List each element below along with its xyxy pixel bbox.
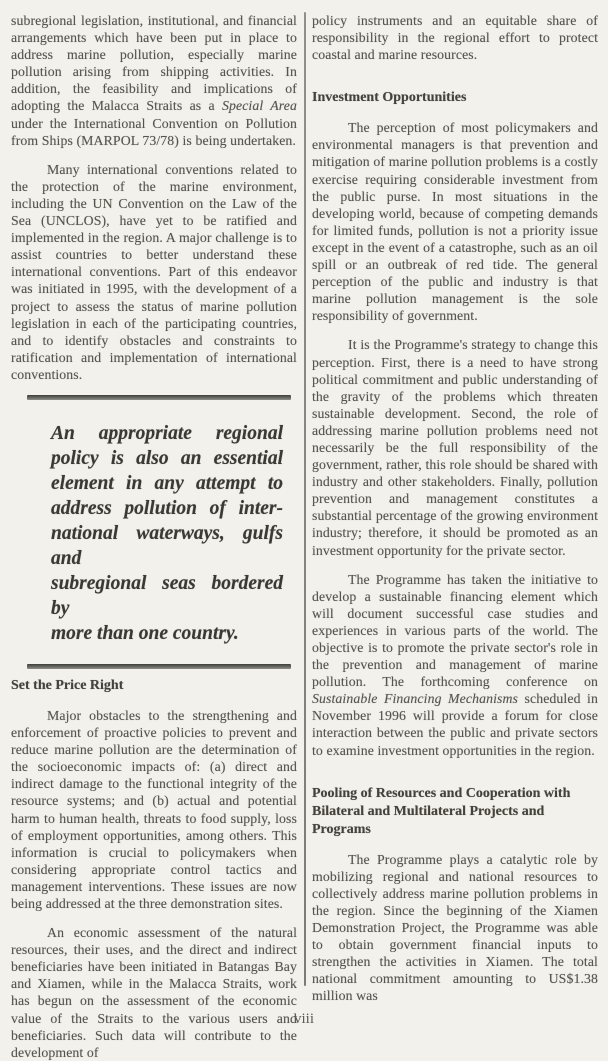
- pull-quote-line: policy is also an essential: [51, 447, 283, 469]
- pull-quote-line: An appropriate regional: [51, 422, 283, 444]
- column-divider-rule: [304, 12, 306, 986]
- pull-quote-line: element in any attempt to: [51, 472, 283, 494]
- section-heading-investment-opportunities: Investment Opportunities: [312, 90, 467, 106]
- pull-quote: [27, 395, 291, 669]
- paragraph-text: The Programme has taken the initiative to develop a sustainable financing element which will document successful case studies and experiences in various parts of the world. The objective is to promote the private sector's role in the prevention and management of marine pollution. The forthcoming conference on: [312, 571, 598, 690]
- paragraph-text: subregional legislation, institutional, and financial arrangements which have been put in place to address marine pollution, especially marine pollution arising from shipping activities. In addition, the feasibility and implications of adopting the Malacca Straits as a: [11, 13, 297, 114]
- section-heading-pooling-of-resources: Pooling of Resources and Cooperation with Bilateral and Multilateral Projects and Programs: [312, 785, 571, 837]
- paragraph-text: scheduled in November 1996 will provide a forum for close interaction between the public and private sectors to examine investment opportunities in the region.: [312, 691, 598, 758]
- pull-quote-line: more than one country.: [51, 622, 239, 644]
- pull-quote-line: national waterways, gulfs and: [51, 522, 283, 569]
- pull-quote-text: [27, 400, 291, 664]
- paragraph-strategy: It is the Programme's strategy to change this perception. First, there is a need to have strong political commitment and public understanding of the gravity of the problems which threaten sustainable development. Second, the role of addressing marine pollution problems need not necessarily be the full responsibility of the government, rather, this role should be shared with industry and other stakeholders. Finally, pollution prevention and management constitutes a substantial percentage of the growing environment industry; therefore, it should be promoted as an investment opportunity for the private sector.: [312, 337, 598, 558]
- paragraph-catalytic-role: The Programme plays a catalytic role by mobilizing regional and national resources to collectively address marine pollution problems in the region. Since the beginning of the Xiamen Demonstration Project, the Programme was able to obtain government financial inputs to strengthen the activities in Xiamen. The total national commitment amounting to US$1.38 million was: [312, 851, 598, 1004]
- pull-quote-bottom-rule: [27, 664, 291, 669]
- paragraph-policy-instruments: policy instruments and an equitable share of responsibility in the regional effort to protect coastal and marine resources.: [312, 13, 598, 63]
- paragraph-economic-assessment: An economic assessment of the natural resources, their uses, and the direct and indirect beneficiaries have been initiated in Batangas Bay and Xiamen, while in the Malacca Straits, work has begun on the assessment of the economic value of the Straits to the various users and beneficiaries. Such data will contribute to the development of: [11, 925, 297, 1060]
- paragraph-conventions: Many international conventions related to the protection of the marine environment, including the UN Convention on the Law of the Sea (UNCLOS), have yet to be ratified and implemented in the region. A major challenge is to assist countries to better understand these international conventions. Part of this endeavor was initiated in 1995, with the development of a project to assess the status of marine pollution legislation in each of the participating countries, and to identify obstacles and constraints to ratification and implementation of international conventions.: [11, 161, 297, 382]
- right-column: [312, 12, 598, 1040]
- section-heading-set-the-price-right: Set the Price Right: [11, 677, 124, 693]
- pull-quote-line: address pollution of inter-: [51, 497, 283, 519]
- paragraph-marpol: [11, 12, 297, 149]
- italic-phrase-sustainable-financing-mechanisms: Sustainable Financing Mechanisms: [312, 691, 519, 707]
- paragraph-perception: The perception of most policymakers and environmental managers is that prevention and mitigation of marine pollution problems is a costly exercise requiring considerable investment from the public purse. In most situations in the developing world, because of competing demands for limited funds, pollution is not a priority issue except in the event of a catastrophe, such as an oil spill or an outbreak of red tide. The general perception of the public and industry is that marine pollution management is the sole responsibility of government.: [312, 120, 598, 324]
- paragraph-financing: [312, 571, 598, 759]
- left-column: [11, 12, 297, 1060]
- italic-phrase-special-area: Special Area: [221, 98, 297, 114]
- page-number: viii: [293, 1011, 314, 1027]
- paragraph-text: under the International Convention on Pollution from Ships (MARPOL 73/78) is being undertaken.: [11, 115, 297, 148]
- pull-quote-line: subregional seas bordered by: [51, 572, 283, 619]
- paragraph-obstacles: Major obstacles to the strengthening and enforcement of proactive policies to prevent and reduce marine pollution are the determination of the socioeconomic impacts of: (a) direct and indirect damage to the functional integrity of the resource systems; and (b) actual and potential harm to human health, threats to food supply, loss of employment opportunities, among others. This information is crucial to policymakers when considering appropriate control tactics and management interventions. These issues are now being addressed at the three demonstration sites.: [11, 707, 297, 911]
